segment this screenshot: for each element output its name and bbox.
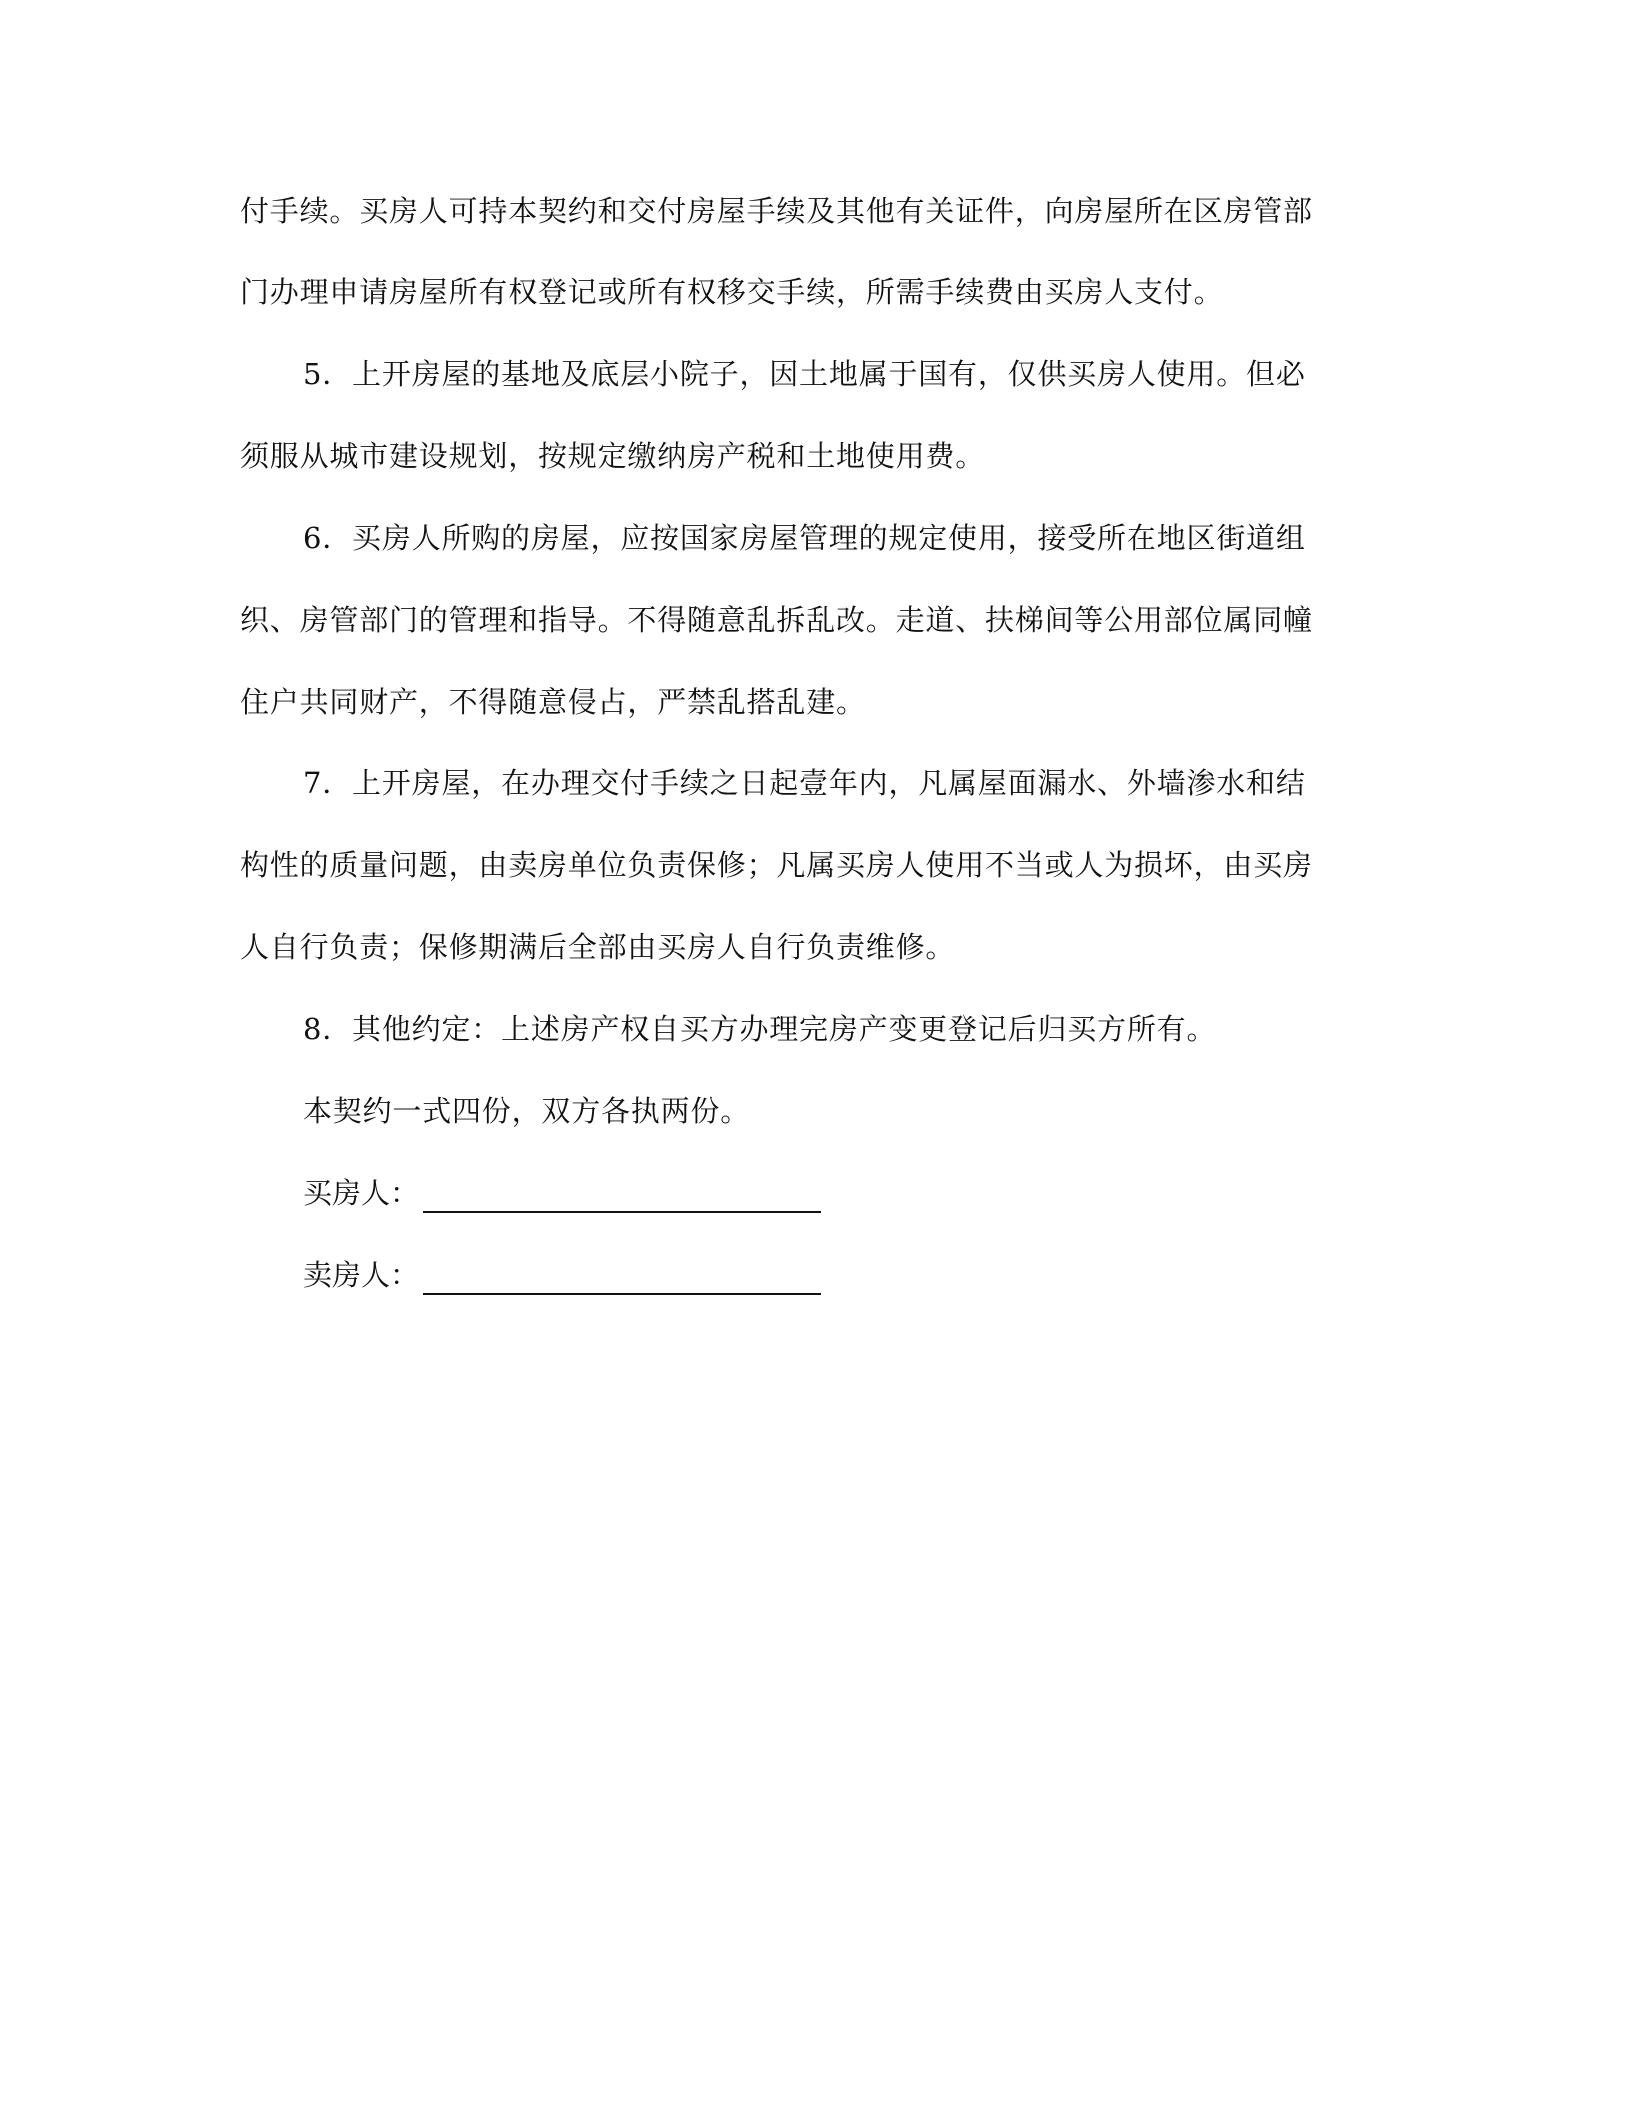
text-line: 住户共同财产，不得随意侵占，严禁乱搭乱建。 (240, 685, 866, 719)
clause-8-line: 8．其他约定：上述房产权自买方办理完房产变更登记后归买方所有。 (303, 1012, 1217, 1046)
text-line: 织、房管部门的管理和指导。不得随意乱拆乱改。走道、扶梯间等公用部位属同幢 (240, 603, 1313, 637)
clause-5-line: 5．上开房屋的基地及底层小院子，因土地属于国有，仅供买房人使用。但必 (303, 357, 1306, 391)
text-line: 付手续。买房人可持本契约和交付房屋手续及其他有关证件，向房屋所在区房管部 (240, 194, 1313, 228)
seller-label: 卖房人： (303, 1258, 420, 1292)
buyer-signature-line (423, 1181, 821, 1213)
seller-signature-row (303, 1255, 821, 1295)
buyer-signature-row (303, 1173, 821, 1213)
text-line: 人自行负责；保修期满后全部由买房人自行负责维修。 (240, 930, 956, 964)
text-line: 构性的质量问题，由卖房单位负责保修；凡属买房人使用不当或人为损坏，由买房 (240, 848, 1313, 882)
clause-6-line: 6．买房人所购的房屋，应按国家房屋管理的规定使用，接受所在地区街道组 (303, 521, 1306, 555)
copies-statement: 本契约一式四份，双方各执两份。 (303, 1094, 751, 1128)
seller-signature-line (423, 1263, 821, 1295)
text-line: 须服从城市建设规划，按规定缴纳房产税和土地使用费。 (240, 439, 986, 473)
text-line: 门办理申请房屋所有权登记或所有权移交手续，所需手续费由买房人支付。 (240, 275, 1224, 309)
clause-7-line: 7．上开房屋，在办理交付手续之日起壹年内，凡属屋面漏水、外墙渗水和结 (303, 766, 1306, 800)
buyer-label: 买房人： (303, 1176, 420, 1210)
